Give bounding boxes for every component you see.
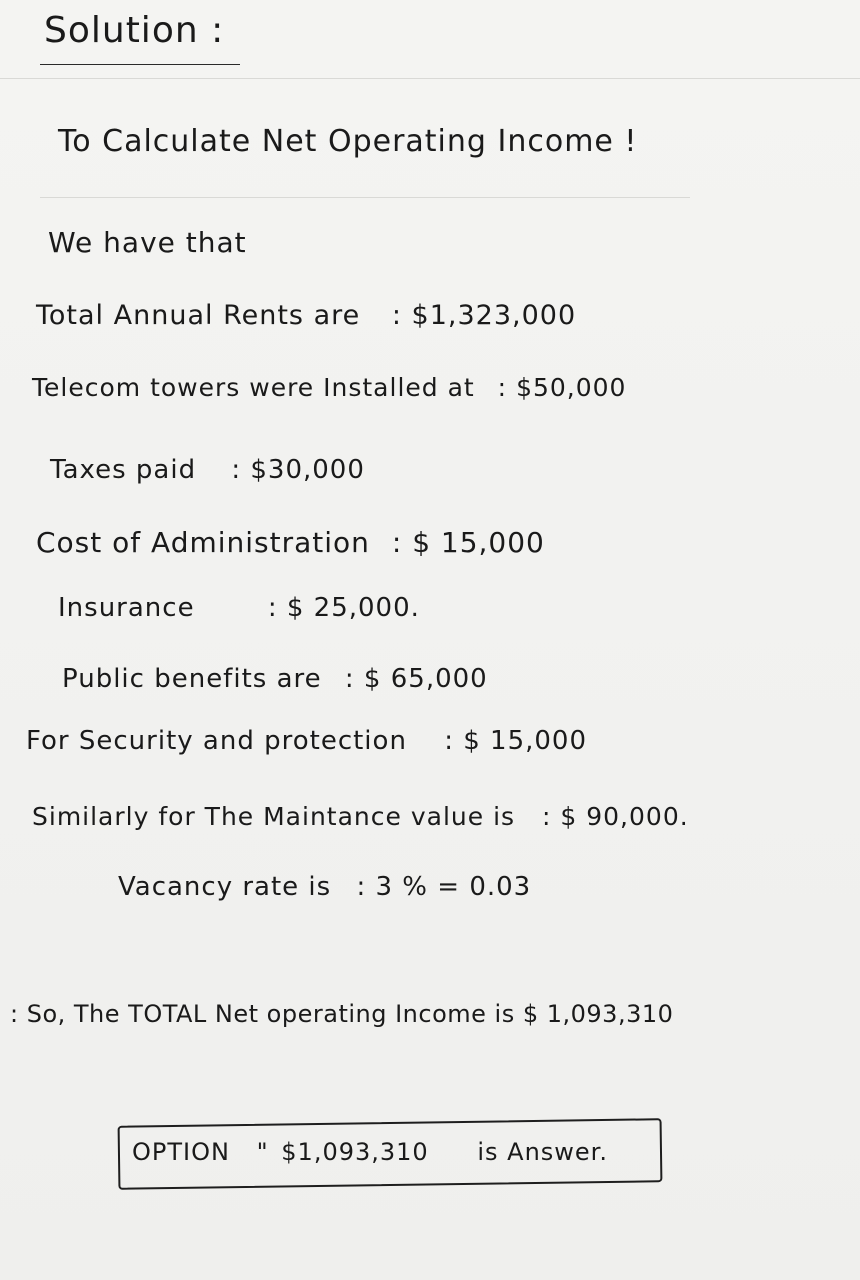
item-value: $50,000 bbox=[516, 373, 627, 402]
list-item-cost-of-administration bbox=[36, 526, 545, 559]
item-label: Taxes paid bbox=[50, 455, 197, 485]
list-item-security-protection bbox=[26, 726, 587, 756]
list-item-insurance bbox=[58, 593, 420, 623]
solution-heading: Solution : bbox=[44, 10, 225, 51]
list-item-public-benefits bbox=[62, 664, 488, 694]
item-label: Vacancy rate is bbox=[118, 872, 332, 902]
item-label: Total Annual Rents are bbox=[36, 300, 361, 331]
item-label: Public benefits are bbox=[62, 664, 322, 694]
item-separator: : bbox=[391, 526, 403, 559]
item-label: Similarly for The Maintance value is bbox=[32, 802, 516, 831]
item-value: $ 65,000 bbox=[363, 664, 488, 694]
ruled-line bbox=[0, 78, 860, 79]
item-label: Insurance bbox=[58, 593, 195, 623]
item-separator: : bbox=[391, 300, 402, 331]
we-have-line: We have that bbox=[48, 226, 247, 259]
item-separator: : bbox=[356, 872, 367, 902]
intro-line: To Calculate Net Operating Income ! bbox=[58, 124, 638, 159]
item-value: $30,000 bbox=[250, 455, 365, 485]
item-separator: : bbox=[542, 802, 552, 831]
ruled-line bbox=[40, 197, 690, 198]
answer-suffix: is Answer. bbox=[477, 1138, 608, 1166]
item-separator: : bbox=[267, 593, 278, 623]
item-separator: : bbox=[497, 373, 508, 402]
list-item-vacancy-rate bbox=[118, 872, 531, 902]
conclusion-line: : So, The TOTAL Net operating Income is $ 1,093,310 bbox=[10, 1000, 674, 1028]
item-value: $ 15,000 bbox=[412, 526, 545, 559]
item-label: Telecom towers were Installed at bbox=[32, 373, 475, 402]
item-value: $ 25,000. bbox=[286, 593, 420, 623]
item-separator: : bbox=[231, 455, 242, 485]
list-item-taxes-paid bbox=[50, 455, 365, 485]
list-item-maintenance bbox=[32, 802, 689, 831]
item-value: $ 90,000. bbox=[560, 802, 689, 831]
item-label: Cost of Administration bbox=[36, 526, 370, 559]
item-label: For Security and protection bbox=[26, 726, 407, 756]
list-item-total-rents bbox=[36, 300, 576, 331]
item-value: $ 15,000 bbox=[463, 726, 587, 756]
list-item-telecom-towers bbox=[32, 373, 626, 402]
item-separator: : bbox=[344, 664, 355, 694]
item-separator: : bbox=[444, 726, 454, 756]
answer-value: $1,093,310 bbox=[281, 1138, 429, 1166]
answer-line bbox=[132, 1138, 608, 1166]
answer-option-label: OPTION bbox=[132, 1138, 230, 1166]
item-value: 3 % = 0.03 bbox=[375, 872, 532, 902]
heading-underline bbox=[40, 64, 240, 65]
answer-quote-mark: " bbox=[256, 1138, 269, 1166]
item-value: $1,323,000 bbox=[411, 300, 577, 331]
